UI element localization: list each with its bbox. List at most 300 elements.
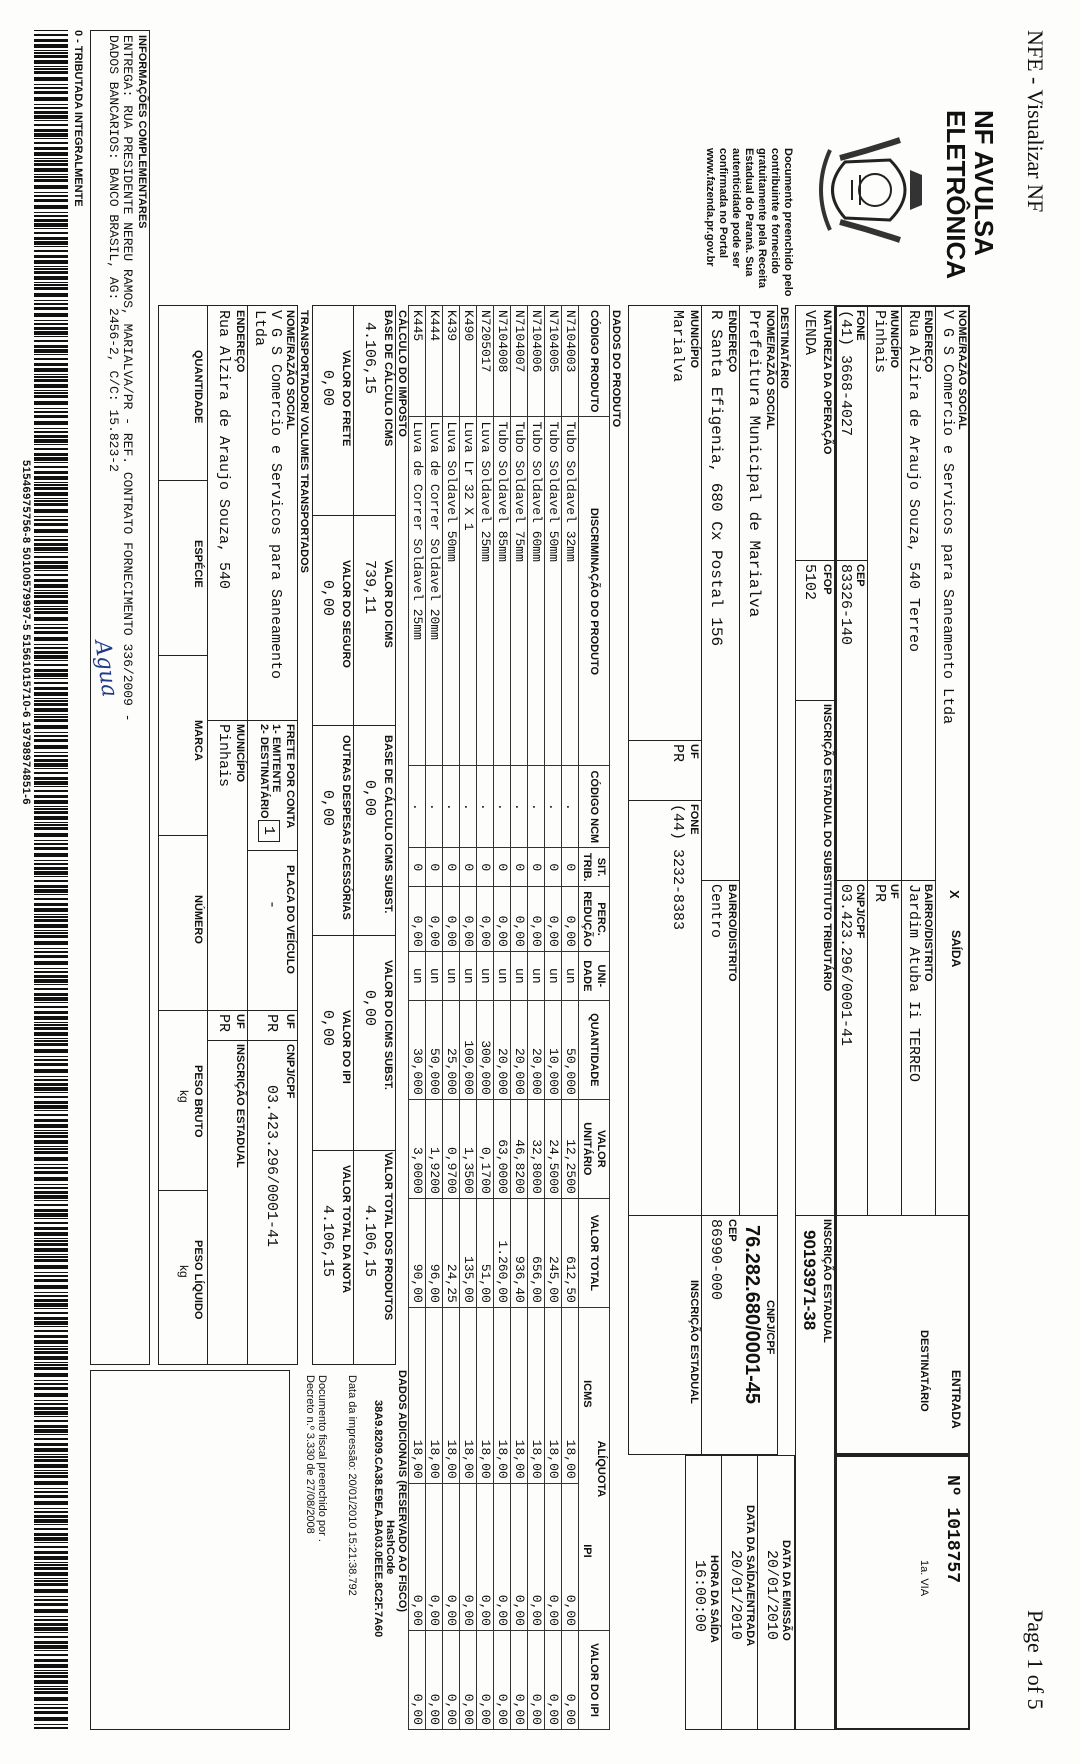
produto-cell: 0,00 [562,1631,579,1730]
ie-subst-label: INSCRIÇÃO ESTADUAL DO SUBSTITUTO TRIBUTÁRIO [821,704,833,992]
barcode-bar [34,519,68,521]
barcode-bar [34,448,68,450]
produto-cell: 18,00 [426,1307,443,1483]
barcode-bar [34,232,68,234]
barcode-bar [34,390,68,391]
barcode-bar [34,772,68,774]
saida-label: SAÍDA [949,930,963,968]
ipi-value: 0,00 [319,1010,336,1047]
barcode-bar [34,266,68,267]
barcode-bar [34,115,68,119]
barcode-bar [34,300,68,301]
barcode-bar [34,924,68,928]
barcode-bar [34,303,68,305]
produto-cell: 0,00 [494,887,511,952]
barcode-text: 51546975756-8 50100579997-5 51561015710-6 19798974851-6 [20,460,32,805]
produto-cell: 0,00 [460,1631,477,1730]
peso-liquido-label: PESO LÍQUIDO [192,1240,204,1320]
barcode-bar [34,1135,68,1138]
produto-cell: 0 [511,848,528,887]
outras-label: OUTRAS DESPESAS ACESSÓRIAS [340,735,352,920]
barcode-bar [34,1195,68,1199]
barcode-bar [34,1562,68,1563]
barcode-bar [34,1488,68,1489]
barcode-bar [34,975,68,978]
barcode-bar [34,345,68,348]
barcode-bar [34,1148,68,1150]
barcode-bar [34,790,68,792]
barcode-bar [34,1204,68,1206]
produto-cell: Luva Soldavel 25mm [477,417,494,766]
barcode-bar [34,1222,68,1224]
barcode-bar [34,795,68,798]
barcode-bar [34,192,68,193]
barcode-bar [34,673,68,677]
barcode-bar [34,1326,68,1327]
barcode-bar [34,87,68,89]
barcode-bar [34,1303,68,1307]
barcode-bar [34,617,68,621]
barcode-bar [34,471,68,474]
barcode-bar [34,453,68,456]
transp-uf: PR [263,1014,280,1033]
barcode-bar [34,611,68,614]
produto-cell: . [528,766,545,848]
barcode-bar [34,287,68,290]
barcode-bar [34,395,68,398]
hora-label: HORA DA SAÍDA [708,1555,720,1643]
barcode-bar [34,1508,68,1509]
barcode-bar [34,55,68,58]
transp-uf2: PR [215,1014,232,1033]
barcode-bar [34,1157,68,1161]
barcode-bar [34,1697,68,1701]
barcode-bar [34,1542,68,1543]
barcode-bar [34,1038,68,1039]
barcode-bar [34,1400,68,1401]
barcode-bar [34,313,68,317]
produto-cell: K490 [460,306,477,417]
emitente-razao: V G S Comercio e Servicos para Saneamento Ltda [939,310,956,725]
transp-frete-opt2: 2- DESTINATÁRIO [258,724,270,819]
barcode-bar [34,1429,68,1433]
hash-value: 38A9.8209.CA38.E9EA.BA03.0EEE.8C2F.7A60 [372,1400,384,1638]
barcode-bar [34,889,68,893]
barcode-bar [34,320,68,321]
produto-cell: un [443,951,460,1000]
barcode-bar [34,898,68,900]
produtos-body [409,306,579,1730]
barcode-bar [34,539,68,541]
barcode-bar [34,1330,68,1332]
barcode-bar [34,1362,68,1363]
barcode-bar [34,1340,68,1344]
barcode-bar [34,205,68,209]
barcode-bar [34,111,68,114]
ipi-label: VALOR DO IPI [340,1010,352,1084]
produto-cell: un [528,951,545,1000]
produto-cell: 51,00 [477,1198,494,1307]
peso-bruto-unit: kg [177,1090,191,1103]
barcode-bar [34,1140,68,1144]
barcode-bar [34,1110,68,1111]
outras-value: 0,00 [319,790,336,827]
produto-cell: 18,00 [460,1307,477,1483]
natureza-label: NATUREZA DA OPERAÇÃO [821,310,833,455]
barcode-bar [34,1472,68,1474]
produto-cell: un [494,951,511,1000]
produto-cell: 0,00 [443,1631,460,1730]
barcode-bar [34,1704,68,1705]
barcode-bar [34,1589,68,1593]
barcode-bar [34,1724,68,1725]
barcode-bar [34,968,68,969]
barcode-bar [34,462,68,463]
hash-label: HashCode [384,1520,396,1575]
dest-fone: (44) 3232-8383 [669,804,686,931]
barcode-bar [34,1438,68,1440]
barcode-bar [34,384,68,388]
barcode-bar [34,637,68,641]
barcode-bar [34,523,68,526]
produto-cell: Luva de Correr Soldavel 20mm [426,417,443,766]
produtos-section-label: DADOS DO PRODUTO [610,310,622,428]
total-produtos: 4.106,15 [361,1205,378,1278]
barcode-bar [34,1425,68,1428]
barcode-bar [34,185,68,189]
complementares-label: INFORMAÇÕES COMPLEMENTARES [136,35,148,229]
valor-subst: 0,00 [361,990,378,1027]
barcode-bar [34,1599,68,1601]
produto-cell: 10,000 [545,1000,562,1099]
barcode-bar [34,536,68,537]
barcode-bar [34,988,68,990]
barcode-bar [34,174,68,175]
produto-cell: K439 [443,306,460,417]
produto-cell: 0 [528,848,545,887]
produto-cell: Tubo Soldavel 75mm [511,417,528,766]
col-aliquota: ALÍQUOTA ICMS IPI [579,1307,610,1630]
barcode-bar [34,376,68,378]
barcode-bar [34,354,68,355]
emitente-bairro-label: BAIRRO/DISTRITO [922,884,934,982]
barcode-bar [34,1711,68,1714]
produto-cell: 0,00 [528,1483,545,1630]
emitente-uf: PR [871,884,888,903]
barcode-bar [34,800,68,804]
barcode-bar [34,1151,68,1154]
produto-cell: 18,00 [545,1307,562,1483]
produto-cell: 24,25 [443,1198,460,1307]
barcode-bar [34,284,68,286]
barcode-bar [34,1551,68,1554]
barcode-bar [34,1218,68,1219]
barcode-bar [34,1317,68,1320]
ie-label: INSCRIÇÃO ESTADUAL [821,1219,833,1343]
barcode-bar [34,503,68,506]
produto-cell: 18,00 [562,1307,579,1483]
barcode-bar [34,374,68,375]
base-icms: 4.106,15 [361,322,378,395]
barcode-bar [34,71,68,74]
barcode-bar [34,260,68,264]
produto-cell: 135,00 [460,1198,477,1307]
produto-cell: 50,000 [426,1000,443,1099]
barcode-bar [34,199,68,202]
barcode-bar [34,1619,68,1621]
produto-cell: N7104003 [562,306,579,417]
barcode-bar [34,600,68,604]
produto-cell: 0,00 [511,887,528,952]
dest-municipio-label: MUNICÍPIO [688,310,700,369]
produto-row [477,306,494,1730]
barcode-bar [34,644,68,645]
barcode-bar [34,840,68,841]
produto-cell: un [426,951,443,1000]
barcode-bar [34,860,68,861]
emitente-municipio-label: MUNICÍPIO [888,310,900,369]
produto-cell: Tubo Soldavel 32mm [562,417,579,766]
barcode-bar [34,811,68,814]
transp-municipio-label: MUNICÍPIO [234,724,246,783]
barcode-bar [34,1470,68,1471]
produto-cell: 0,00 [443,1483,460,1630]
base-icms-label: BASE DE CÁLCULO ICMS [382,310,394,447]
barcode-bar [34,1265,68,1269]
produto-cell: Tubo Soldavel 60mm [528,417,545,766]
produto-cell: 0,00 [562,887,579,952]
produto-row [426,306,443,1730]
barcode-bar [34,401,68,405]
produto-cell: 90,00 [409,1198,426,1307]
barcode-bar [34,368,68,372]
via-label: 1a. VIA [918,1560,930,1597]
barcode-bar [34,1383,68,1385]
barcode-bar [34,1006,68,1008]
barcode-bar [34,932,68,934]
barcode-bar [34,457,68,461]
produto-cell: 50,000 [562,1000,579,1099]
barcode-bar [34,1420,68,1422]
seguro-value: 0,00 [319,580,336,617]
produto-cell: un [477,951,494,1000]
produto-cell: 18,00 [443,1307,460,1483]
barcode-bar [34,1675,68,1678]
produto-row [511,306,528,1730]
barcode-bar [34,97,68,101]
barcode-bar [34,179,68,182]
produto-cell: 0,00 [511,1631,528,1730]
emitente-endereco: Rua Alzira de Araujo Souza, 540 Terreo [905,310,922,653]
col-unidade: UNI-DADE [579,951,610,1000]
barcode-bar [34,752,68,753]
barcode-bar [34,1623,68,1626]
barcode-bar [34,880,68,882]
barcode-bar [34,124,68,126]
doc-title [942,110,998,279]
barcode-bar [34,595,68,598]
barcode-bar [34,228,68,229]
barcode-bar [34,1654,68,1656]
transp-endereco: Rua Alzira de Araujo Souza, 540 [215,310,232,590]
produto-cell: 0,00 [409,1631,426,1730]
barcode-bar [34,867,68,870]
produto-cell: 0 [477,848,494,887]
dest-cnpj: 76.282.680/0001-45 [741,1225,763,1405]
barcode-bar [34,293,68,297]
produto-cell: N7104008 [494,306,511,417]
ie-value: 90193971-38 [800,1230,819,1331]
produto-cell: 0 [443,848,460,887]
barcode-bar [34,1407,68,1410]
transp-uf2-label: UF [234,1014,246,1029]
emitente-fone-label: FONE [854,310,866,341]
barcode-bar [34,1688,68,1690]
barcode-bar [34,584,68,588]
barcode-bar [34,271,68,274]
transp-razao: V G S Comercio e Servicos para Saneamento [267,310,284,680]
emissao-label: DATA DA EMISSÃO [780,1540,792,1641]
produto-row [562,306,579,1730]
barcode-bar [34,885,68,888]
barcode-bar [34,509,68,513]
col-discriminacao: DISCRIMINAÇÃO DO PRODUTO [579,417,610,766]
barcode-bar [34,1171,68,1174]
emitente-uf-label: UF [888,884,900,899]
barcode-bar [34,1459,68,1462]
valor-subst-label: VALOR DO ICMS SUBST. [382,960,394,1090]
imposto-section-label: CÁLCULO DO IMPOSTO [396,310,408,437]
barcode-bar [34,1567,68,1570]
barcode-bar [34,84,68,85]
fisco-reserved-box [90,1370,290,1730]
barcode-bar [34,152,68,156]
dest-fone-label: FONE [688,804,700,835]
barcode-bar [34,1272,68,1273]
produto-cell: 245,00 [545,1198,562,1307]
barcode-bar [34,1564,68,1566]
produto-cell: 0,00 [494,1631,511,1730]
complementares-line2: DADOS BANCARIOS: BANCO BRASIL, AG: 2456-2, C/C: 15.823-2 [106,35,121,472]
barcode-bar [34,903,68,906]
transp-placa: - [263,900,280,910]
barcode-bar [34,176,68,178]
produto-cell: Tubo Soldavel 85mm [494,417,511,766]
produto-cell: 0 [494,848,511,887]
transp-frete-value: 1 [260,826,277,836]
barcode-bar [34,1299,68,1302]
barcode-bar [34,379,68,382]
barcode-bar [34,547,68,551]
produto-cell: 18,00 [528,1307,545,1483]
barcode-bar [34,1603,68,1606]
produto-cell: 20,000 [494,1000,511,1099]
numero-vol-label: NÚMERO [192,895,204,944]
barcode-bar [34,1572,68,1576]
barcode-bar [34,786,68,787]
barcode-bar [34,1011,68,1014]
barcode-bar [34,735,68,737]
barcode-bar [34,1546,68,1548]
barcode-bar [34,1059,68,1061]
produto-cell: 0,00 [477,887,494,952]
produto-cell: 32,8000 [528,1099,545,1198]
barcode-bar [34,358,68,360]
barcode-bar [34,627,68,629]
barcode-bar [34,979,68,983]
barcode-bar [34,104,68,105]
produto-cell: . [443,766,460,848]
transp-cnpj: 03.423.296/0001-41 [263,1085,280,1248]
barcode-bar [34,716,68,718]
barcode-bar [34,133,68,137]
col-valor-ipi: VALOR DO IPI [579,1631,610,1730]
produto-cell: 3,0000 [409,1099,426,1198]
barcode-bar [34,431,68,433]
seguro-label: VALOR DO SEGURO [340,560,352,668]
produto-cell: un [545,951,562,1000]
produto-row [494,306,511,1730]
barcode-bar [34,237,68,240]
dest-endereco-label: ENDEREÇO [726,310,738,373]
barcode-bar [34,847,68,850]
produto-cell: 24,5000 [545,1099,562,1198]
barcode-bar [34,1707,68,1709]
barcode-bar [34,631,68,634]
barcode-bar [34,1285,68,1289]
barcode-bar [34,1616,68,1617]
barcode-bar [34,678,68,679]
barcode-bar [34,916,68,918]
barcode-bar [34,160,68,162]
col-quantidade: QUANTIDADE [579,1000,610,1099]
barcode-bar [34,212,68,213]
barcode-bar [34,871,68,875]
produto-cell: 0 [426,848,443,887]
produto-cell: un [460,951,477,1000]
barcode-bar [34,941,68,945]
barcode-bar [34,1717,68,1721]
col-codigo: CÓDIGO PRODUTO [579,306,610,417]
produto-cell: 18,00 [477,1307,494,1483]
transp-razao-label: NOME/RAZÃO SOCIAL [284,310,296,430]
produto-cell: 0,00 [545,887,562,952]
dest-bairro: Centro [707,884,724,939]
transportador-section-label: TRANSPORTADOR/ VOLUMES TRANSPORTADOS [298,310,310,573]
hora-value: 16:00:00 [691,1560,708,1633]
barcode-bar [34,1076,68,1077]
dest-cnpj-label: CNPJ/CPF [764,1300,776,1355]
produto-cell: 30,000 [409,1000,426,1099]
barcode-bar [34,498,68,499]
produto-cell: Tubo Soldavel 50mm [545,417,562,766]
barcode-bar [34,1609,68,1613]
barcode-bar [34,732,68,733]
produto-cell: 0,00 [528,887,545,952]
doc-title-line1: NF AVULSA [969,110,999,256]
barcode-bar [34,1295,68,1297]
emitente-endereco-label: ENDEREÇO [922,310,934,373]
transp-cnpj-label: CNPJ/CPF [284,1044,296,1099]
barcode-bar [34,1130,68,1131]
barcode-bar [34,1321,68,1325]
base-subst-label: BASE DE CÁLCULO ICMS SUBST. [382,735,394,914]
barcode-bar [34,1238,68,1239]
barcode-bar [34,1691,68,1694]
barcode-bar [34,1434,68,1435]
produto-row [409,306,426,1730]
emissao-value: 20/01/2010 [763,1550,780,1641]
